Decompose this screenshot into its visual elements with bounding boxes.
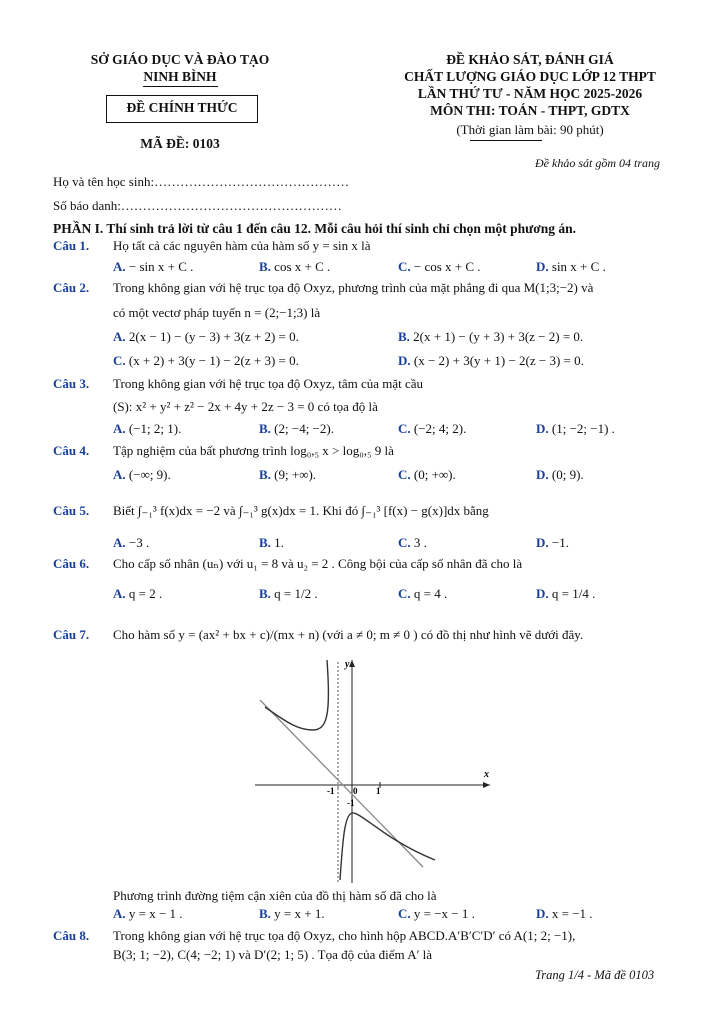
option-b[interactable] [259, 467, 316, 483]
option-text: − cos x + C . [413, 259, 481, 274]
pages-note: Đề khảo sát gồm 04 trang [535, 156, 660, 170]
option-d[interactable] [536, 586, 595, 602]
option-text: (2; −4; −2). [274, 421, 334, 436]
option-label: C. [398, 906, 411, 921]
option-text: q = 2 . [128, 586, 163, 601]
exam-title-3: LẦN THỨ TƯ - NĂM HỌC 2025-2026 [417, 86, 643, 101]
option-text: 3 . [413, 535, 427, 550]
exam-title-1: ĐỀ KHẢO SÁT, ĐÁNH GIÁ [446, 52, 614, 67]
question-number: Câu 7. [53, 627, 90, 642]
option-text: q = 1/4 . [551, 586, 596, 601]
question-number: Câu 3. [53, 376, 90, 391]
option-text: (−1; 2; 1). [128, 421, 182, 436]
time-underline [470, 140, 542, 141]
option-d[interactable] [536, 259, 606, 275]
option-text: q = 4 . [413, 586, 448, 601]
curve-left-branch [265, 660, 328, 730]
option-d[interactable] [536, 906, 593, 922]
option-label: B. [259, 467, 271, 482]
exam-code: MÃ ĐỀ: 0103 [140, 136, 220, 151]
option-text: 2(x − 1) − (y − 3) + 3(z + 2) = 0. [128, 329, 299, 344]
question-number: Câu 1. [53, 238, 90, 253]
option-a[interactable] [113, 259, 193, 275]
option-text: q = 1/2 . [274, 586, 318, 601]
option-text: (x − 2) + 3(y + 1) − 2(z − 3) = 0. [413, 353, 584, 368]
option-a[interactable] [113, 329, 299, 345]
option-text: x = −1 . [551, 906, 593, 921]
option-label: D. [398, 353, 411, 368]
option-text: (0; 9). [551, 467, 584, 482]
option-b[interactable] [259, 906, 325, 922]
option-c[interactable] [113, 353, 299, 369]
option-label: D. [536, 586, 549, 601]
question-stem: Trong không gian với hệ trục tọa độ Oxyz, cho hình hộp ABCD.A′B′C′D′ có A(1; 2; −1), [113, 928, 576, 943]
option-label: D. [536, 467, 549, 482]
official-label: ĐỀ CHÍNH THỨC [126, 100, 238, 115]
option-b[interactable] [259, 535, 284, 551]
option-text: (x + 2) + 3(y − 1) − 2(z + 3) = 0. [128, 353, 299, 368]
option-text: y = −x − 1 . [413, 906, 475, 921]
question-stem-2: (S): x² + y² + z² − 2x + 4y + 2z − 3 = 0 có tọa độ là [113, 399, 378, 414]
province-name: NINH BÌNH [143, 69, 217, 84]
option-label: D. [536, 535, 549, 550]
province-underline [143, 86, 218, 87]
option-text: y = x − 1 . [128, 906, 183, 921]
option-d[interactable] [536, 467, 584, 483]
option-text: − sin x + C . [128, 259, 194, 274]
option-label: B. [259, 421, 271, 436]
question-stem-2: Phương trình đường tiệm cận xiên của đồ thị hàm số đã cho là [113, 888, 437, 903]
option-label: C. [113, 353, 126, 368]
option-label: B. [259, 586, 271, 601]
option-label: A. [113, 467, 126, 482]
option-label: D. [536, 421, 549, 436]
option-label: C. [398, 535, 411, 550]
option-c[interactable] [398, 421, 466, 437]
option-a[interactable] [113, 906, 183, 922]
question-number: Câu 2. [53, 280, 90, 295]
y-axis-label: y [345, 659, 350, 670]
option-text: (9; +∞). [274, 467, 317, 482]
option-text: (0; +∞). [413, 467, 456, 482]
department-name: SỞ GIÁO DỤC VÀ ĐÀO TẠO [90, 52, 270, 67]
option-label: B. [259, 906, 271, 921]
option-a[interactable] [113, 421, 181, 437]
question-number: Câu 8. [53, 928, 90, 943]
option-c[interactable] [398, 586, 447, 602]
option-text: (1; −2; −1) . [551, 421, 615, 436]
question-number: Câu 5. [53, 503, 90, 518]
exam-title-2: CHẤT LƯỢNG GIÁO DỤC LỚP 12 THPT [404, 69, 656, 84]
option-label: B. [398, 329, 410, 344]
option-label: B. [259, 535, 271, 550]
option-label: D. [536, 259, 549, 274]
x-axis-arrow [483, 782, 490, 788]
option-c[interactable] [398, 259, 481, 275]
page-footer: Trang 1/4 - Mã đề 0103 [535, 968, 655, 982]
tick-label: 0 [353, 786, 358, 796]
option-a[interactable] [113, 467, 171, 483]
option-b[interactable] [398, 329, 583, 345]
option-b[interactable] [259, 259, 330, 275]
option-label: A. [113, 535, 126, 550]
option-text: (−2; 4; 2). [413, 421, 467, 436]
question-number: Câu 4. [53, 443, 90, 458]
tick-label: 1 [376, 786, 381, 796]
option-b[interactable] [259, 421, 334, 437]
option-label: C. [398, 586, 411, 601]
question-stem-2: B(3; 1; −2), C(4; −2; 1) và D′(2; 1; 5) . Tọa độ của điểm A′ là [113, 947, 433, 962]
option-text: −3 . [128, 535, 150, 550]
subject-line: MÔN THI: TOÁN - THPT, GDTX [430, 103, 630, 118]
curve-right-branch [340, 813, 435, 880]
option-a[interactable] [113, 586, 162, 602]
option-text: (−∞; 9). [128, 467, 171, 482]
time-line: (Thời gian làm bài: 90 phút) [456, 122, 604, 137]
option-d[interactable] [398, 353, 584, 369]
option-d[interactable] [536, 535, 569, 551]
question-stem: Trong không gian với hệ trục tọa độ Oxyz, tâm của mặt cầu [113, 376, 424, 391]
option-c[interactable] [398, 906, 475, 922]
option-label: D. [536, 906, 549, 921]
option-label: A. [113, 421, 126, 436]
x-axis-label: x [484, 769, 489, 780]
option-text: 1. [274, 535, 284, 550]
question-stem: Trong không gian với hệ trục tọa độ Oxyz, phương trình của mặt phẳng đi qua M(1;3;−2) và [113, 280, 594, 295]
option-label: C. [398, 421, 411, 436]
option-b[interactable] [259, 586, 318, 602]
y-axis-arrow [349, 660, 355, 667]
option-c[interactable] [398, 467, 456, 483]
student-id-line: Số báo danh:…………………………………………… [53, 198, 342, 213]
option-text: 2(x + 1) − (y + 3) + 3(z − 2) = 0. [413, 329, 584, 344]
option-text: cos x + C . [274, 259, 331, 274]
option-c[interactable] [398, 535, 427, 551]
option-label: A. [113, 259, 126, 274]
function-graph [255, 655, 495, 885]
option-label: A. [113, 586, 126, 601]
option-a[interactable] [113, 535, 149, 551]
question-number: Câu 6. [53, 556, 90, 571]
option-d[interactable] [536, 421, 615, 437]
option-label: B. [259, 259, 271, 274]
student-name-line: Họ và tên học sinh:……………………………………… [53, 174, 350, 189]
option-text: y = x + 1. [274, 906, 325, 921]
tick-label: -1 [347, 798, 355, 808]
part1-title: PHẦN I. Thí sinh trả lời từ câu 1 đến câu 12. Mỗi câu hỏi thí sinh chỉ chọn một phương án. [53, 221, 576, 236]
question-stem: Họ tất cả các nguyên hàm của hàm số y = sin x là [113, 238, 371, 253]
question-stem-2: có một vectơ pháp tuyến n = (2;−1;3) là [113, 305, 321, 320]
option-text: sin x + C . [551, 259, 606, 274]
question-stem: Tập nghiệm của bất phương trình log₀,₅ x > log₀,₅ 9 là [113, 443, 394, 458]
option-label: C. [398, 467, 411, 482]
option-text: −1. [551, 535, 569, 550]
tick-label: -1 [327, 786, 335, 796]
option-label: A. [113, 906, 126, 921]
question-stem: Biết ∫₋₁³ f(x)dx = −2 và ∫₋₁³ g(x)dx = 1. Khi đó ∫₋₁³ [f(x) − g(x)]dx bằng [113, 503, 489, 518]
question-stem: Cho cấp số nhân (uₙ) với u₁ = 8 và u₂ = 2 . Công bội của cấp số nhân đã cho là [113, 556, 523, 571]
question-stem: Cho hàm số y = (ax² + bx + c)/(mx + n) (với a ≠ 0; m ≠ 0 ) có đồ thị như hình vẽ dưới đây. [113, 627, 584, 642]
option-label: A. [113, 329, 126, 344]
option-label: C. [398, 259, 411, 274]
